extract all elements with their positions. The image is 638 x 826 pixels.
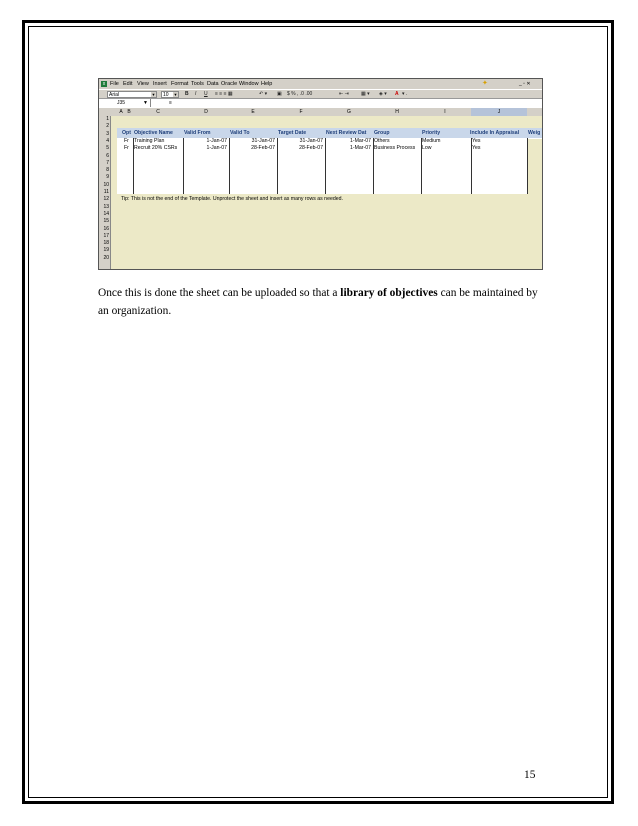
cell-priority[interactable]: Low — [422, 145, 432, 151]
row-number[interactable]: 5 — [106, 145, 109, 152]
row-number[interactable]: 16 — [103, 225, 109, 232]
cell-next-review[interactable]: 1-Mar-07 — [349, 138, 371, 144]
menu-view[interactable]: View — [137, 81, 149, 87]
help-lightbulb-icon[interactable]: ✦ — [482, 80, 488, 87]
header-cell[interactable]: Target Date — [278, 130, 307, 136]
cell-target-date[interactable]: 31-Jan-07 — [299, 138, 323, 144]
column-header-selected[interactable]: J — [471, 108, 527, 116]
menu-window[interactable]: Window — [239, 81, 259, 87]
page-number: 15 — [524, 769, 536, 781]
menu-insert[interactable]: Insert — [153, 81, 167, 87]
fill-color-icon[interactable]: ◈ ▾ — [379, 91, 387, 97]
undo-icon[interactable]: ↶ ▾ — [259, 91, 268, 97]
column-header[interactable]: I — [444, 109, 446, 115]
cell-group[interactable]: Business Process — [374, 145, 416, 151]
row-number[interactable]: 11 — [103, 189, 109, 195]
indent-icons[interactable]: ⇤ ⇥ — [339, 91, 349, 97]
row-headers — [99, 116, 111, 269]
font-name-select[interactable]: Arial ▼ — [109, 92, 156, 98]
paragraph-text-after: can be maintained by an organization. — [98, 287, 538, 317]
sheet-grid — [99, 116, 542, 269]
italic-button[interactable]: I — [195, 91, 197, 97]
chevron-down-icon: ▼ — [151, 92, 156, 97]
name-box[interactable]: J35 — [107, 99, 151, 107]
paragraph-text-before: Once this is done the sheet can be uploaded so that a — [98, 287, 341, 299]
cell-objective-name[interactable]: Training Plan — [134, 138, 165, 144]
cell-next-review[interactable]: 1-Mar-07 — [349, 145, 371, 151]
underline-button[interactable]: U — [204, 91, 208, 97]
row-number[interactable]: 2 — [106, 123, 109, 130]
row-number[interactable]: 3 — [106, 130, 109, 137]
column-header[interactable]: C — [156, 109, 160, 115]
cell-flag[interactable]: Fr — [124, 145, 129, 151]
cell-group[interactable]: Others — [374, 138, 390, 144]
column-header[interactable]: G — [347, 109, 351, 115]
menu-format[interactable]: Format — [171, 81, 189, 87]
font-size-select[interactable]: 10 ▼ — [163, 92, 178, 98]
borders-icon[interactable]: ▦ ▾ — [361, 91, 370, 97]
namebox-dropdown-icon[interactable]: ▼ — [143, 100, 148, 106]
save-icon[interactable]: ▣ — [277, 91, 282, 97]
header-cell[interactable]: Valid From — [184, 130, 211, 136]
menu-file[interactable]: File — [110, 81, 119, 87]
cell-valid-to[interactable]: 31-Jan-07 — [251, 138, 275, 144]
cell-flag[interactable]: Fr — [124, 138, 129, 144]
header-cell[interactable]: Valid To — [230, 130, 250, 136]
header-cell[interactable]: Next Review Dat — [326, 130, 367, 136]
template-tip: Tip: This is not the end of the Template. Unprotect the sheet and insert as many rows as needed. — [121, 196, 343, 202]
menu-help[interactable]: Help — [261, 81, 273, 87]
menu-bar — [99, 79, 542, 89]
bold-button[interactable]: B — [185, 91, 189, 97]
menu-oracle[interactable]: Oracle — [221, 81, 238, 87]
row-number[interactable]: 20 — [103, 254, 109, 261]
row-number[interactable]: 15 — [103, 218, 109, 225]
cell-objective-name[interactable]: Recruit 20% CSRs — [134, 145, 178, 151]
formula-icon[interactable]: ≡ — [169, 100, 172, 106]
row-number[interactable]: 9 — [106, 174, 109, 181]
menu-edit[interactable]: Edit — [123, 81, 133, 87]
font-color-icon[interactable]: A — [395, 91, 399, 97]
row-number[interactable]: 1 — [106, 116, 109, 122]
header-cell[interactable]: Opt — [122, 130, 131, 136]
row-number[interactable]: 7 — [106, 159, 109, 166]
header-cell[interactable]: Objective Name — [134, 130, 173, 136]
cell-include[interactable]: Yes — [472, 145, 481, 151]
font-color-dropdown-icon[interactable]: ▾ . — [402, 91, 408, 97]
column-header[interactable]: D — [204, 109, 208, 115]
row-number[interactable]: 12 — [103, 196, 109, 203]
row-number[interactable]: 10 — [103, 181, 109, 188]
header-cell[interactable]: Group — [374, 130, 390, 136]
row-number[interactable]: 17 — [103, 232, 109, 239]
cell-target-date[interactable]: 28-Feb-07 — [299, 145, 323, 151]
header-cell[interactable]: Weig — [528, 130, 541, 136]
cell-valid-to[interactable]: 28-Feb-07 — [251, 145, 275, 151]
header-cell[interactable]: Priority — [422, 130, 441, 136]
excel-icon: x — [102, 81, 106, 87]
grid-line — [527, 138, 528, 194]
row-number[interactable]: 13 — [103, 203, 109, 210]
cell-valid-from[interactable]: 1-Jan-07 — [206, 145, 227, 151]
excel-screenshot — [98, 78, 543, 270]
chevron-down-icon: ▼ — [173, 92, 178, 97]
cell-include[interactable]: Yes — [472, 138, 481, 144]
row-number[interactable]: 6 — [106, 152, 109, 159]
column-header[interactable]: E — [251, 109, 255, 115]
row-number[interactable]: 4 — [106, 137, 109, 144]
row-number[interactable]: 8 — [106, 167, 109, 174]
cell-priority[interactable]: Medium — [422, 138, 441, 144]
column-header[interactable]: B — [127, 109, 131, 115]
column-header[interactable]: F — [299, 109, 303, 115]
paragraph-bold-phrase: library of objectives — [340, 287, 438, 299]
row-number[interactable]: 14 — [103, 210, 109, 217]
column-header[interactable]: H — [395, 109, 399, 115]
row-number[interactable]: 18 — [103, 240, 109, 247]
row-number[interactable]: 19 — [103, 247, 109, 254]
header-cell[interactable]: Include In Appraisal — [470, 130, 520, 136]
menu-tools[interactable]: Tools — [191, 81, 204, 87]
window-controls-icon[interactable]: _ ▫ ✕ — [519, 81, 531, 87]
column-header[interactable]: A — [119, 109, 123, 115]
number-format-icons[interactable]: $ % , .0 .00 — [287, 91, 313, 97]
body-paragraph — [98, 284, 548, 320]
align-buttons-icon[interactable]: ≡ ≡ ≡ ▦ — [215, 91, 233, 97]
menu-data[interactable]: Data — [207, 81, 219, 87]
cell-valid-from[interactable]: 1-Jan-07 — [206, 138, 227, 144]
